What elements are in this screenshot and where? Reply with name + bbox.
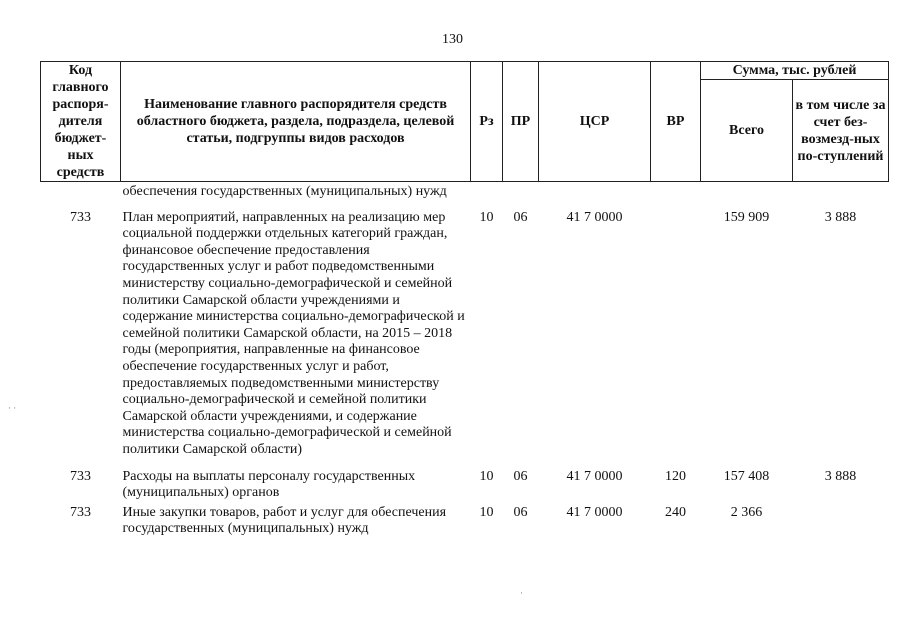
table-row [41, 502, 889, 538]
table-row [41, 459, 889, 502]
cell-code [41, 182, 121, 201]
table-row [41, 201, 889, 459]
cell-rz: 10 [479, 209, 494, 225]
cell-pr: 06 [513, 468, 528, 484]
table-row [41, 182, 889, 201]
cell-gratuitous: 3 888 [824, 209, 857, 225]
cell-vr [651, 182, 701, 201]
header-gratuitous: в том числе за счет без-возмезд-ных по-ступлений [793, 80, 889, 182]
cell-code: 733 [70, 504, 91, 520]
cell-vr: 120 [665, 468, 686, 484]
cell-csr: 41 7 0000 [566, 468, 623, 484]
budget-table [40, 61, 889, 538]
cell-pr: 06 [513, 209, 528, 225]
header-sum-group: Сумма, тыс. рублей [701, 62, 889, 80]
header-code: Код главного распоря-дителя бюджет-ных средств [41, 62, 121, 182]
cell-code: 733 [70, 209, 91, 225]
cell-name: План мероприятий, направленных на реализацию мер социальной поддержки отдельных категорий граждан, финансовое обеспечение предоставления государственных услуг и работ подведомственными министерству социально-демографической и семейной политики Самарской области учреждениями и содержание министерства социально-демографической и семейной политики Самарской области, на 2015 – 2018 годы (мероприятия, направленные на финансовое обеспечение государственных услуг и работ, предоставляемых подведомственными министерству социально-демографической и семейной политики Самарской области учреждениями, и содержание министерства социально-демографической и семейной политики Самарской области) [122, 209, 465, 457]
cell-csr [539, 182, 651, 201]
header-pr: ПР [503, 62, 539, 182]
header-rz: Рз [471, 62, 503, 182]
cell-name: обеспечения государственных (муниципальных) нужд [122, 184, 447, 199]
cell-pr: 06 [513, 504, 528, 520]
cell-gratuitous [793, 182, 889, 201]
cell-total: 2 366 [730, 504, 763, 520]
cell-rz [471, 182, 503, 201]
cell-vr: 240 [665, 504, 686, 520]
header-name: Наименование главного распорядителя средств областного бюджета, раздела, подраздела, целевой статьи, подгруппы видов расходов [121, 62, 471, 182]
cell-csr: 41 7 0000 [566, 209, 623, 225]
cell-rz: 10 [479, 468, 494, 484]
header-csr: ЦСР [539, 62, 651, 182]
cell-name: Расходы на выплаты персоналу государственных (муниципальных) органов [122, 468, 416, 501]
table-header-row [41, 62, 889, 80]
page-number: 130 [442, 32, 463, 47]
scan-speck: · [520, 588, 523, 598]
cell-gratuitous: 3 888 [824, 468, 857, 484]
cell-code: 733 [70, 468, 91, 484]
header-vr: ВР [651, 62, 701, 182]
cell-name: Иные закупки товаров, работ и услуг для обеспечения государственных (муниципальных) нужд [122, 504, 447, 537]
cell-gratuitous [793, 502, 889, 538]
header-total: Всего [701, 80, 793, 182]
cell-pr [503, 182, 539, 201]
scan-speck: · · [8, 403, 17, 413]
cell-total: 159 909 [723, 209, 770, 225]
cell-rz: 10 [479, 504, 494, 520]
cell-vr [651, 201, 701, 459]
cell-csr: 41 7 0000 [566, 504, 623, 520]
cell-total [701, 182, 793, 201]
cell-total: 157 408 [723, 468, 770, 484]
